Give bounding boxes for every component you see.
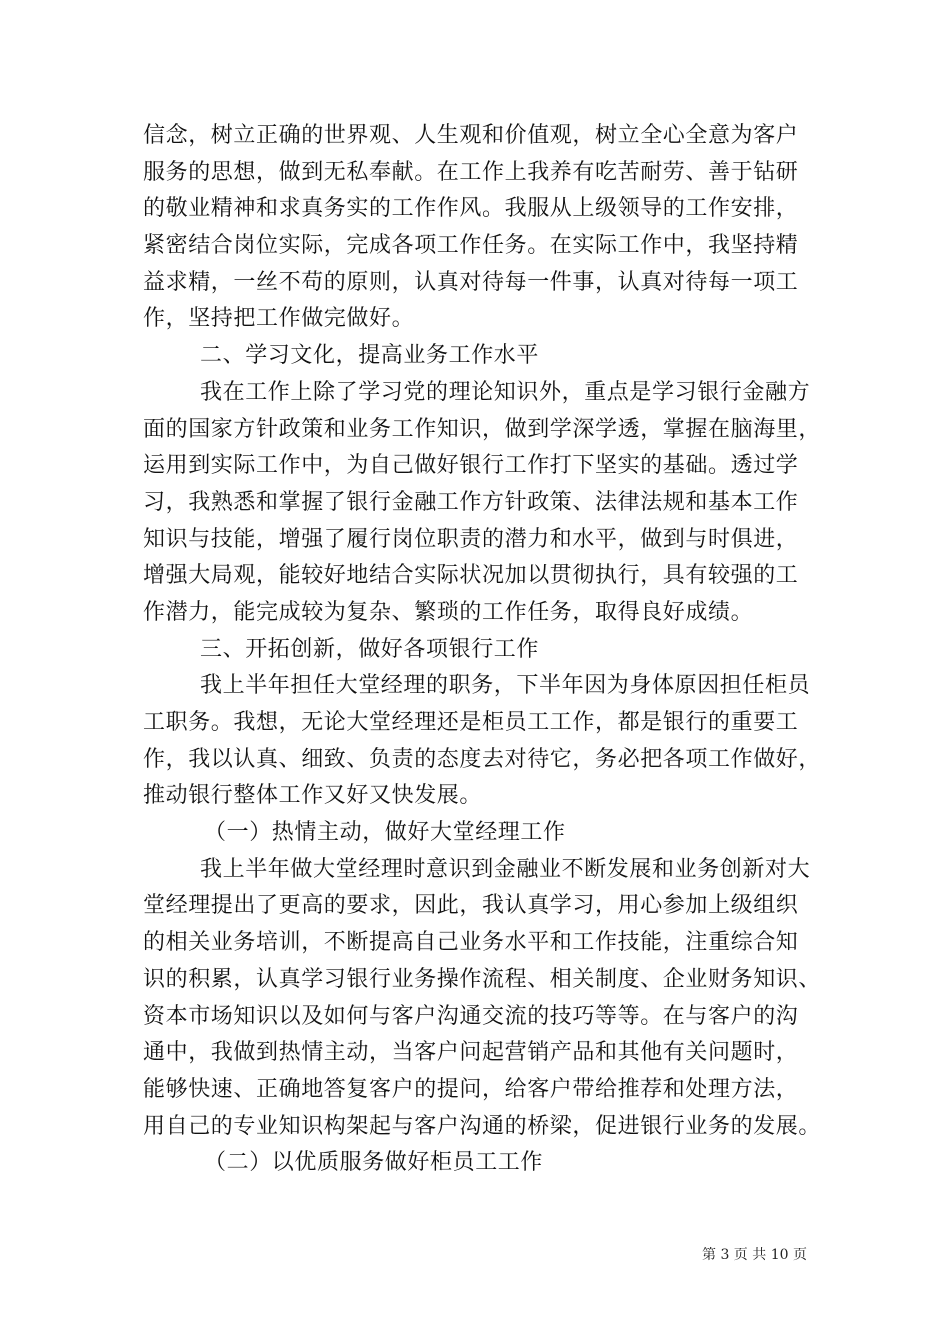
text-line: 的敬业精神和求真务实的工作作风。我服从上级领导的工作安排， xyxy=(143,196,799,222)
text-line: 增强大局观，能较好地结合实际状况加以贯彻执行，具有较强的工 xyxy=(143,563,799,589)
text-line: 信念，树立正确的世界观、人生观和价值观，树立全心全意为客户 xyxy=(143,123,799,148)
text-line: 通中，我做到热情主动，当客户问起营销产品和其他有关问题时， xyxy=(143,1040,799,1066)
text-line: 面的国家方针政策和业务工作知识，做到学深学透，掌握在脑海里， xyxy=(143,416,822,442)
text-line: 工职务。我想，无论大堂经理还是柜员工工作，都是银行的重要工 xyxy=(143,710,799,735)
text-line: 紧密结合岗位实际，完成各项工作任务。在实际工作中，我坚持精 xyxy=(143,233,799,259)
text-line: 运用到实际工作中，为自己做好银行工作打下坚实的基础。透过学 xyxy=(143,453,799,479)
section-heading: 二、学习文化，提高业务工作水平 xyxy=(200,343,540,369)
text-line: 的相关业务培训，不断提高自己业务水平和工作技能，注重综合知 xyxy=(143,930,799,956)
subsection-heading: （一）热情主动，做好大堂经理工作 xyxy=(204,820,566,846)
text-line: 能够快速、正确地答复客户的提问，给客户带给推荐和处理方法， xyxy=(143,1076,799,1102)
paragraph-first-line: 我上半年做大堂经理时意识到金融业不断发展和业务创新对大 xyxy=(200,856,811,882)
paragraph-first-line: 我上半年担任大堂经理的职务，下半年因为身体原因担任柜员 xyxy=(200,673,811,699)
text-line: 作潜力，能完成较为复杂、繁琐的工作任务，取得良好成绩。 xyxy=(143,599,754,625)
text-line: 资本市场知识以及如何与客户沟通交流的技巧等等。在与客户的沟 xyxy=(143,1003,799,1029)
text-line: 作，坚持把工作做完做好。 xyxy=(143,306,415,332)
subsection-heading: （二）以优质服务做好柜员工工作 xyxy=(204,1150,544,1176)
section-heading: 三、开拓创新，做好各项银行工作 xyxy=(200,636,540,662)
text-line: 益求精，一丝不苟的原则，认真对待每一件事，认真对待每一项工 xyxy=(143,269,799,295)
paragraph-first-line: 我在工作上除了学习党的理论知识外，重点是学习银行金融方 xyxy=(200,379,811,405)
text-line: 推动银行整体工作又好又快发展。 xyxy=(143,783,483,809)
text-line: 用自己的专业知识构架起与客户沟通的桥梁，促进银行业务的发展。 xyxy=(143,1113,822,1139)
page-number-footer: 第 3 页 共 10 页 xyxy=(702,1247,807,1263)
text-line: 知识与技能，增强了履行岗位职责的潜力和水平，做到与时俱进， xyxy=(143,526,799,552)
text-line: 习，我熟悉和掌握了银行金融工作方针政策、法律法规和基本工作 xyxy=(143,489,799,515)
document-body xyxy=(143,118,823,1182)
text-line: 堂经理提出了更高的要求，因此，我认真学习，用心参加上级组织 xyxy=(143,893,799,919)
text-line: 识的积累，认真学习银行业务操作流程、相关制度、企业财务知识、 xyxy=(143,966,822,992)
text-line: 服务的思想，做到无私奉献。在工作上我养有吃苦耐劳、善于钻研 xyxy=(143,159,799,185)
text-line: 作，我以认真、细致、负责的态度去对待它，务必把各项工作做好， xyxy=(143,746,822,772)
